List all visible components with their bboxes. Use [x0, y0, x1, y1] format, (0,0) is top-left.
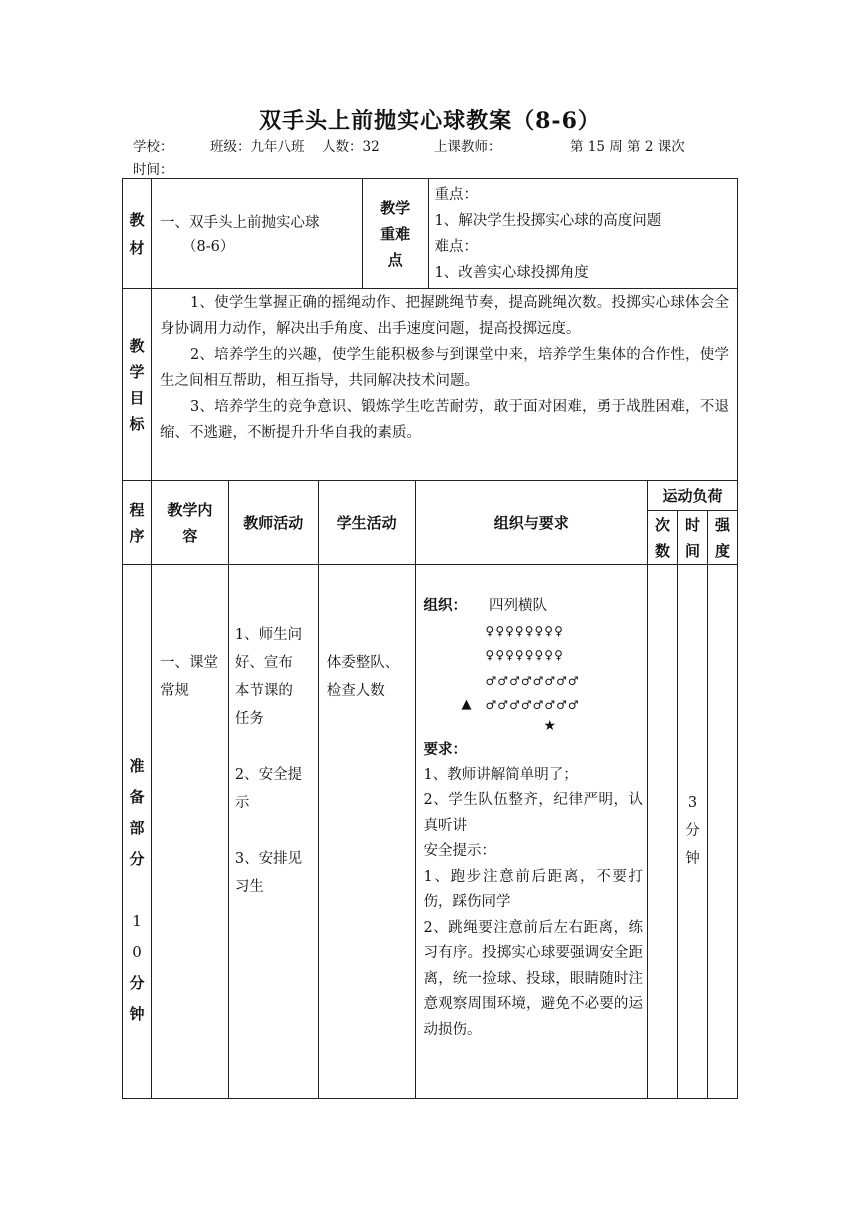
requirements-label: 要求：	[423, 741, 468, 758]
header-exercise-load: 运动负荷	[648, 481, 738, 511]
header-procedure: 程 序	[123, 481, 152, 565]
requirement-item: 2、学生队伍整齐，纪律严明，认真听讲	[423, 792, 644, 834]
key-point-item: 1、解决学生投掷实心球的高度问题	[434, 213, 662, 229]
header-duration: 时 间	[678, 511, 708, 565]
document-title: 双手头上前抛实心球教案（8-6）	[259, 108, 601, 134]
female-row: ♀♀♀♀♀♀♀♀	[485, 648, 564, 662]
teacher-item: 2、安全提 示	[234, 767, 303, 811]
difficulty-item: 1、改善实心球投掷角度	[434, 265, 589, 281]
goal-item: 2、培养学生的兴趣，使学生能积极参与到课堂中来，培养学生集体的合作性，使学生之间相互帮助，相互指导，共同解决技术问题。	[159, 347, 729, 389]
goals-label: 教 学 目 标	[123, 289, 152, 481]
star-icon: ★	[543, 718, 557, 734]
class-field: 班级：九年八班	[210, 139, 305, 155]
safety-label: 安全提示：	[423, 843, 497, 859]
requirement-item: 1、跑步注意前后距离，不要打伤，踩伤同学	[423, 868, 644, 910]
time-field: 时间：	[133, 162, 174, 178]
key-points-cell	[428, 179, 737, 289]
org-label: 组织：	[423, 597, 468, 614]
section-label: 准 备 部 分 1 0 分 钟	[123, 565, 152, 1099]
times-cell	[648, 565, 678, 1099]
count-field: 人数：32	[322, 139, 380, 155]
material-label: 教 材	[123, 179, 152, 289]
key-point-heading: 重点：	[434, 187, 479, 203]
organization-cell	[415, 565, 648, 1099]
formation-diagram	[424, 619, 644, 734]
header-intensity: 强 度	[707, 511, 737, 565]
header-student-activity: 学生活动	[318, 481, 415, 565]
teacher-field: 上课教师：	[434, 139, 502, 155]
goals-cell	[151, 289, 737, 481]
material-text: 一、双手头上前抛实心球	[159, 215, 320, 231]
requirement-item: 2、跳绳要注意前后左右距离，练习有序。投掷实心球要强调安全距离，统一捡球、投球，眼睛随时注意观察周围环境，避免不必要的运动损伤。	[423, 919, 644, 1038]
material-cell	[151, 179, 362, 289]
intensity-cell	[707, 565, 737, 1099]
org-value: 四列横队	[489, 598, 548, 614]
teacher-triangle-icon: ▲	[461, 697, 472, 712]
header-organization: 组织与要求	[415, 481, 648, 565]
student-activity-cell: 体委整队、 检查人数	[318, 565, 415, 1099]
content-cell: 一、课堂 常规	[151, 565, 228, 1099]
female-row: ♀♀♀♀♀♀♀♀	[485, 624, 564, 638]
goal-item: 1、使学生掌握正确的摇绳动作、把握跳绳节奏，提高跳绳次数。投掷实心球体会全身协调用力动作，解决出手角度、出手速度问题，提高投掷远度。	[159, 295, 729, 337]
duration-cell: 3 分 钟	[678, 565, 708, 1099]
header-times: 次 数	[648, 511, 678, 565]
info-line	[133, 137, 685, 158]
requirement-item: 1、教师讲解简单明了；	[423, 766, 578, 783]
teacher-item: 1、师生问 好、宣布 本节课的 任务	[234, 627, 303, 727]
requirements-block	[424, 737, 644, 1043]
goal-item: 3、培养学生的竞争意识、锻炼学生吃苦耐劳，敢于面对困难，勇于战胜困难，不退缩、不逃避，不断提升升华自我的素质。	[159, 399, 729, 441]
key-points-label: 教学 重难 点	[362, 179, 428, 289]
week-field: 第 15 周 第 2 课次	[570, 139, 685, 155]
school-field: 学校：	[133, 139, 174, 155]
male-row: ♂♂♂♂♂♂♂♂	[485, 698, 580, 712]
material-subtext: （8-6）	[181, 239, 235, 255]
teacher-activity-cell	[228, 565, 318, 1099]
teacher-item: 3、安排见 习生	[234, 851, 303, 895]
header-content: 教学内 容	[151, 481, 228, 565]
difficulty-heading: 难点：	[434, 239, 479, 255]
overview-table	[122, 178, 738, 481]
header-teacher-activity: 教师活动	[228, 481, 318, 565]
lesson-plan-table	[122, 480, 738, 1099]
male-row: ♂♂♂♂♂♂♂♂	[485, 674, 580, 688]
